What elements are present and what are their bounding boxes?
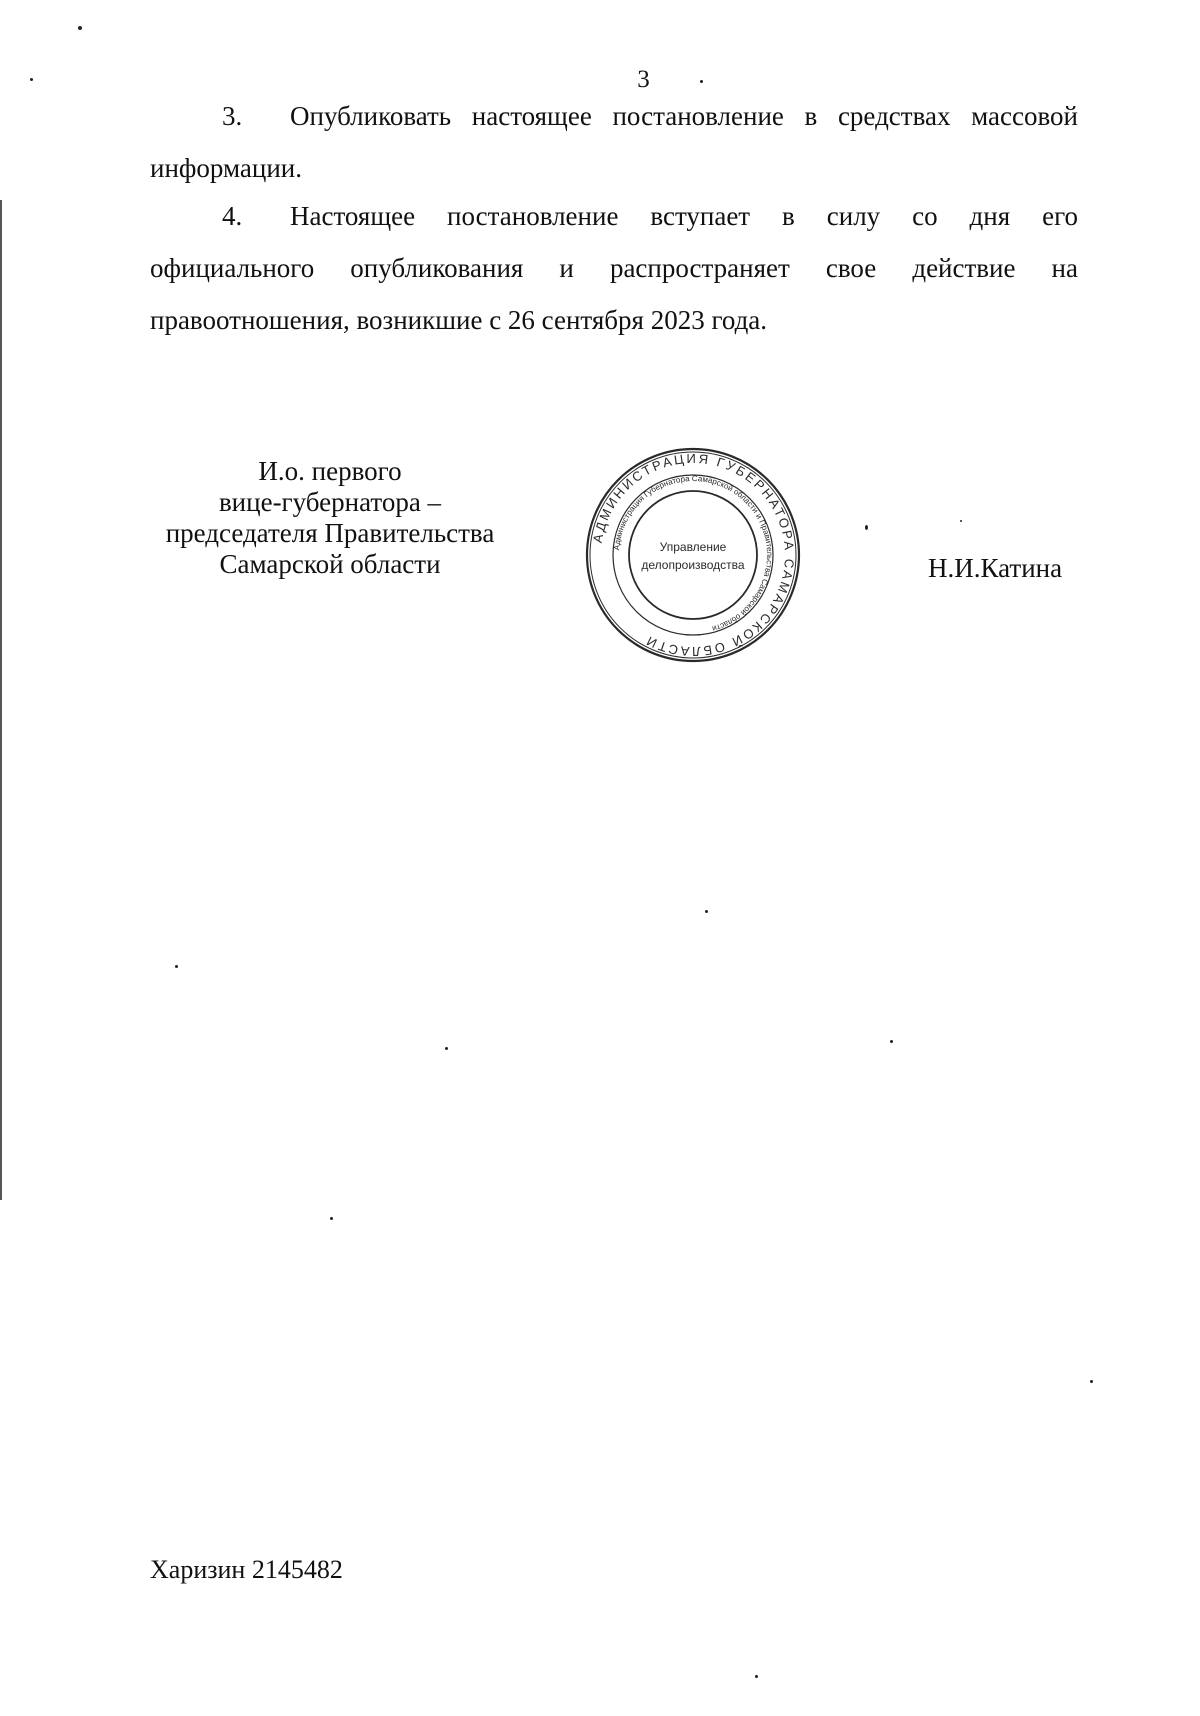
scan-speck [78,26,82,30]
scan-speck [865,525,868,530]
signatory-position-line: Самарской области [219,549,441,579]
paragraph-3-text: Опубликовать настоящее постановление в средствах массовой [290,101,1078,131]
stamp-middle-text: Администрация Губернатора Самарской области и Правительства Самарской области [612,473,775,634]
scan-speck [960,520,962,522]
scan-speck [890,1040,893,1043]
stamp-center-line-1: Управление [659,540,727,554]
paragraph-4-number: 4. [222,201,243,231]
signatory-name: Н.И.Катина [928,553,1063,583]
paragraph-4-line-3: правоотношения, возникшие с 26 сентября 2023 года. [150,305,768,335]
executor-footer: Харизин 2145482 [150,1555,343,1584]
scan-speck [755,1675,758,1678]
scan-speck [30,78,33,81]
scan-speck [175,965,178,968]
paragraph-3-line-1 [150,90,1078,142]
scan-edge-line [0,200,2,1200]
stamp-center-line-2: делопроизводства [641,558,745,572]
signatory-position [150,456,510,580]
paragraph-3 [150,90,1078,194]
scan-speck [705,910,708,913]
paragraph-3-line-2: информации. [150,153,302,183]
scan-speck [1090,1380,1093,1383]
paragraph-4-line-2: официального опубликования и распространяет свое действие на [150,253,1078,283]
stamp-inner-ring [629,491,757,619]
paragraph-3-number: 3. [222,101,243,131]
paragraph-4-line-1 [150,190,1078,242]
stamp-outer-text: АДМИНИСТРАЦИЯ ГУБЕРНАТОРА САМАРСКОЙ ОБЛАСТИ [589,450,798,660]
signatory-position-line: И.о. первого [258,456,402,486]
scan-speck [445,1047,448,1050]
paragraph-4-text: Настоящее постановление вступает в силу со дня его [290,201,1078,231]
scan-speck [700,80,703,83]
scan-speck [330,1217,333,1220]
signatory-position-line: вице-губернатора – [218,487,442,517]
page-number: 3 [637,66,650,93]
official-stamp [583,445,803,665]
signatory-position-line: председателя Правительства [165,518,495,548]
paragraph-4 [150,190,1078,346]
